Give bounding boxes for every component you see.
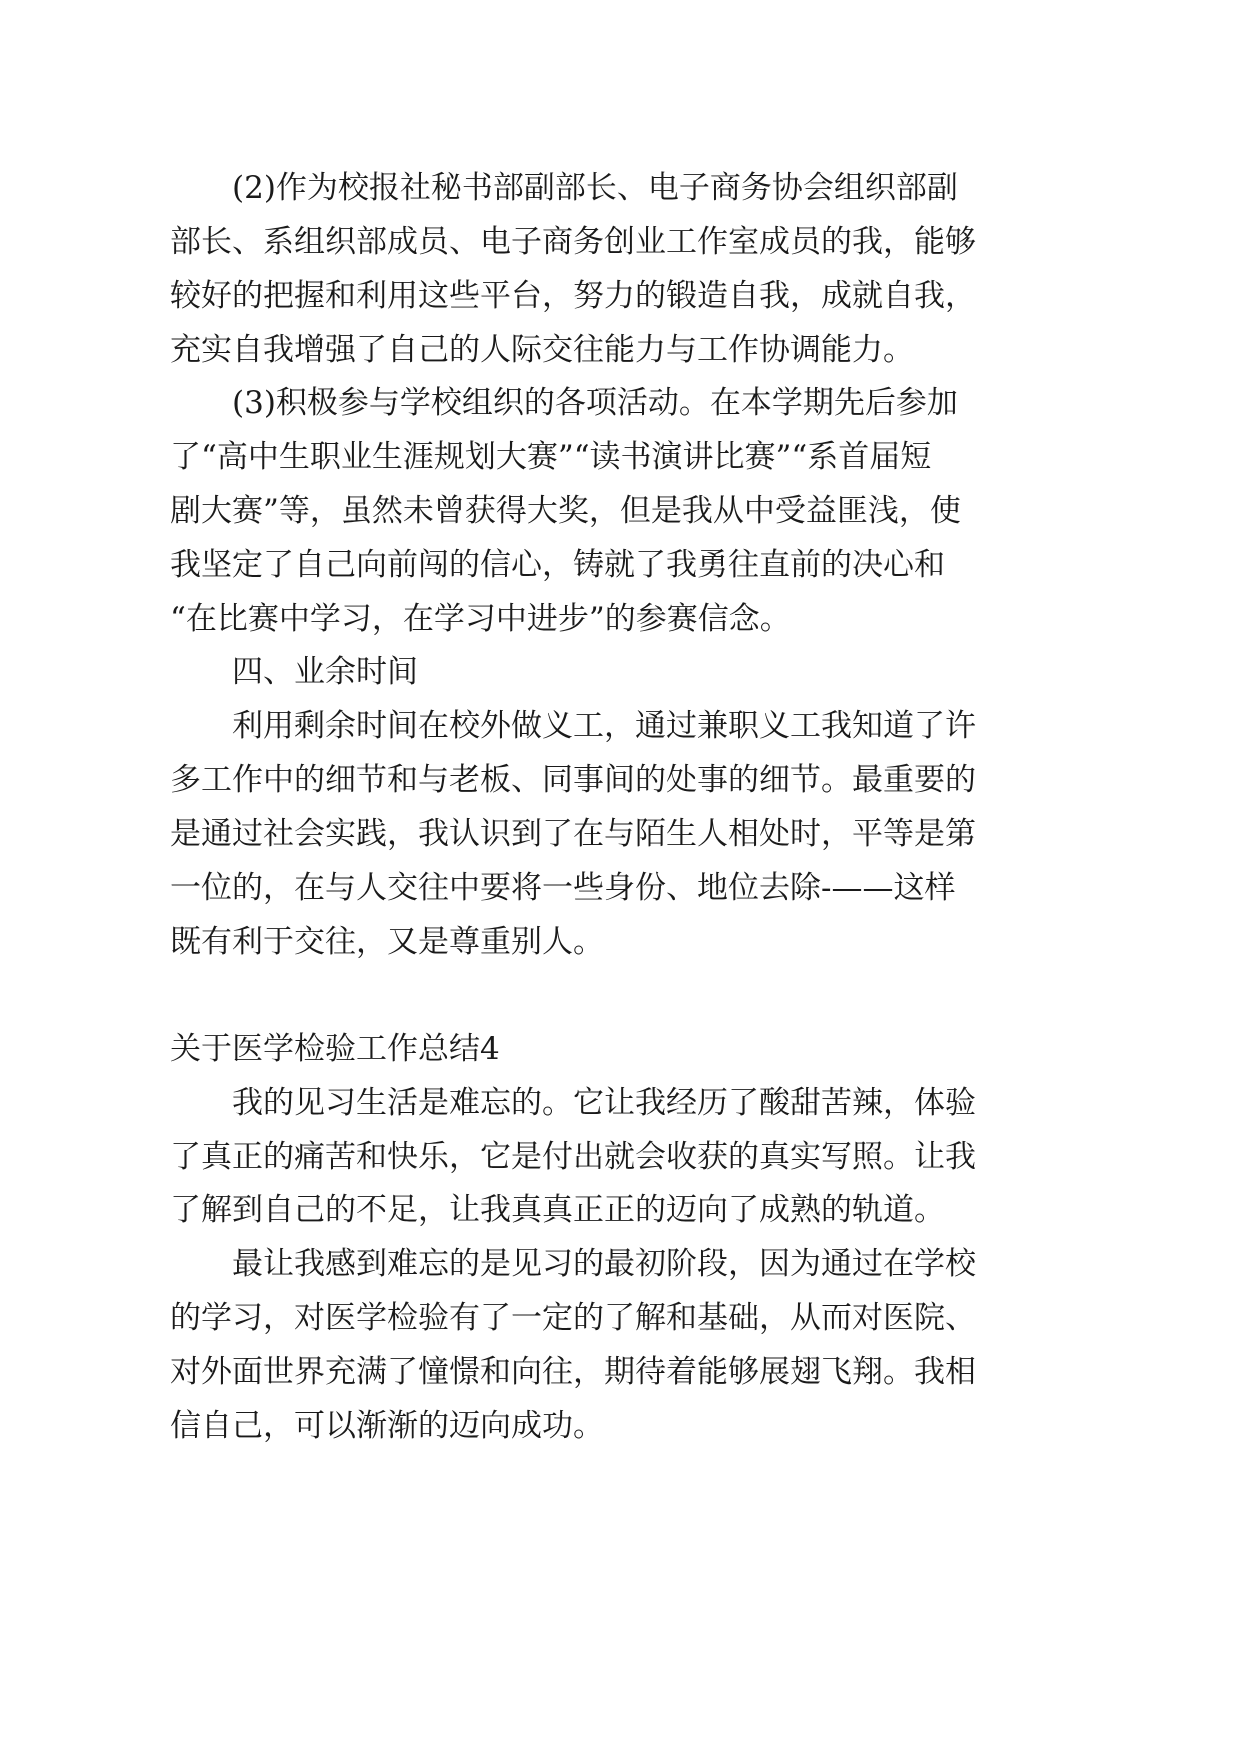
paragraph-line: 了“高中生职业生涯规划大赛”“读书演讲比赛”“系首届短 <box>170 439 932 475</box>
document-title: 关于医学检验工作总结4 <box>170 1031 500 1067</box>
paragraph-line: 我的见习生活是难忘的。它让我经历了酸甜苦辣，体验 <box>232 1085 976 1121</box>
paragraph-line: 较好的把握和利用这些平台，努力的锻造自我，成就自我， <box>170 278 976 314</box>
paragraph-line: 了解到自己的不足，让我真真正正的迈向了成熟的轨道。 <box>170 1192 945 1228</box>
paragraph-line: “在比赛中学习，在学习中进步”的参赛信念。 <box>170 601 791 637</box>
paragraph-line: 的学习，对医学检验有了一定的了解和基础，从而对医院、 <box>170 1300 976 1336</box>
paragraph-line: 我坚定了自己向前闯的信心，铸就了我勇往直前的决心和 <box>170 547 945 583</box>
paragraph-line: (3)积极参与学校组织的各项活动。在本学期先后参加 <box>232 385 958 421</box>
paragraph-line: 部长、系组织部成员、电子商务创业工作室成员的我，能够 <box>170 224 976 260</box>
paragraph-line: 一位的，在与人交往中要将一些身份、地位去除-——这样 <box>170 870 956 906</box>
paragraph-line: 对外面世界充满了憧憬和向往，期待着能够展翅飞翔。我相 <box>170 1354 976 1390</box>
paragraph-line: 利用剩余时间在校外做义工，通过兼职义工我知道了许 <box>232 708 976 744</box>
paragraph-line: 充实自我增强了自己的人际交往能力与工作协调能力。 <box>170 332 914 368</box>
paragraph-line: (2)作为校报社秘书部副部长、电子商务协会组织部副 <box>232 170 958 206</box>
paragraph-line: 多工作中的细节和与老板、同事间的处事的细节。最重要的 <box>170 762 976 798</box>
paragraph-line: 最让我感到难忘的是见习的最初阶段，因为通过在学校 <box>232 1246 976 1282</box>
paragraph-line: 是通过社会实践，我认识到了在与陌生人相处时，平等是第 <box>170 816 976 852</box>
paragraph-line: 了真正的痛苦和快乐，它是付出就会收获的真实写照。让我 <box>170 1139 976 1175</box>
paragraph-line: 信自己，可以渐渐的迈向成功。 <box>170 1408 604 1444</box>
paragraph-line: 既有利于交往，又是尊重别人。 <box>170 924 604 960</box>
paragraph-line: 剧大赛”等，虽然未曾获得大奖，但是我从中受益匪浅，使 <box>170 493 961 529</box>
section-heading: 四、业余时间 <box>232 654 418 690</box>
